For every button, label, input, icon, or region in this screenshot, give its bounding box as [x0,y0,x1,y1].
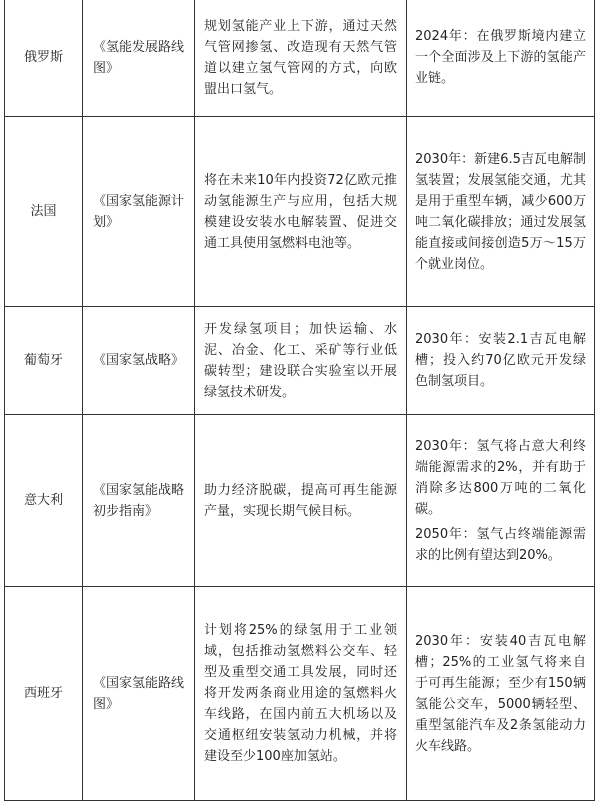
table-row [5,117,595,307]
description-cell: 计划将25%的绿氢用于工业领域，包括推动氢燃料公交车、轻型及重型交通工具发展，同时还将开发两条商业用途的氢燃料火车线路，在国内前五大机场以及交通枢纽安装氢动力机械，并将建设至少100座加氢站。 [195,587,407,801]
goal-cell [407,415,595,587]
description-cell: 开发绿氢项目；加快运输、水泥、冶金、化工、采矿等行业低碳转型；建设联合实验室以开展绿氢技术研发。 [195,307,407,415]
goal-text: 2030年：新建6.5吉瓦电解制氢装置；发展氢能交通，尤其是用于重型车辆，减少600万吨二氧化碳排放；通过发展氢能直接或间接创造5万～15万个就业岗位。 [415,151,586,272]
plan-cell: 《国家氢战略》 [83,307,195,415]
description-cell: 规划氢能产业上下游，通过天然气管网掺氢、改造现有天然气管道以建立氢气管网的方式，向欧盟出口氢气。 [195,0,407,117]
country-cell: 西班牙 [5,587,83,801]
table-row [5,307,595,415]
goal-cell [407,307,595,415]
country-cell: 法国 [5,117,83,307]
goal-text: 2030年：安装40吉瓦电解槽；25%的工业氢气将来自于可再生能源；至少有150辆氢能公交车，5000辆轻型、重型氢能汽车及2条氢能动力火车线路。 [415,633,586,754]
table-row [5,415,595,587]
goal-text: 2030年：安装2.1吉瓦电解槽；投入约70亿欧元开发绿色制氢项目。 [415,332,586,389]
plan-cell: 《国家氢能源计划》 [83,117,195,307]
country-cell: 葡萄牙 [5,307,83,415]
plan-cell: 《国家氢能战略初步指南》 [83,415,195,587]
plan-cell: 《国家氢能路线图》 [83,587,195,801]
country-cell: 俄罗斯 [5,0,83,117]
plan-cell: 《氢能发展路线图》 [83,0,195,117]
description-cell: 将在未来10年内投资72亿欧元推动氢能源生产与应用，包括大规模建设安装水电解装置、促进交通工具使用氢燃料电池等。 [195,117,407,307]
table-row [5,0,595,117]
goal-text: 2024年：在俄罗斯境内建立一个全面涉及上下游的氢能产业链。 [415,29,586,86]
goal-cell [407,587,595,801]
description-cell: 助力经济脱碳，提高可再生能源产量，实现长期气候目标。 [195,415,407,587]
goal-cell [407,0,595,117]
goal-cell [407,117,595,307]
hydrogen-strategy-table [4,0,595,801]
goal-text: 2030年：氢气将占意大利终端能源需求的2%，并有助于消除多达800万吨的二氧化碳。 [415,438,586,517]
table-row [5,587,595,801]
country-cell: 意大利 [5,415,83,587]
goal-text: 2050年：氢气占终端能源需求的比例有望达到20%。 [415,526,586,563]
